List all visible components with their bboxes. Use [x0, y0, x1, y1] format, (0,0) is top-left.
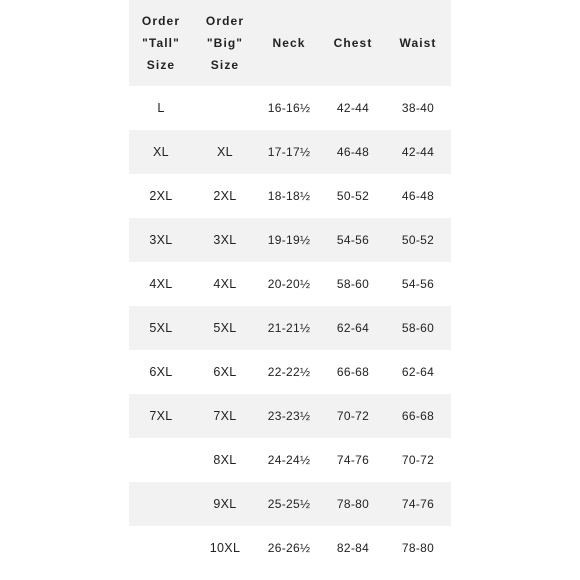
header-chest: Chest: [333, 36, 373, 50]
chest-cell: 54-56: [336, 233, 370, 247]
table-row: [129, 218, 451, 262]
waist-cell: 74-76: [401, 497, 435, 511]
chest-cell: 42-44: [336, 101, 370, 115]
big-size-cell: 3XL: [213, 233, 237, 247]
table-row: [129, 174, 451, 218]
tall-size-cell: [129, 526, 193, 570]
waist-cell: 62-64: [401, 365, 435, 379]
big-size-cell: XL: [217, 145, 233, 159]
chest-cell: 66-68: [336, 365, 370, 379]
chest-cell: 46-48: [336, 145, 370, 159]
tall-size-cell: 3XL: [149, 233, 173, 247]
table-row: [129, 262, 451, 306]
table-row: [129, 526, 451, 570]
chest-cell: 58-60: [336, 277, 370, 291]
tall-size-cell: 7XL: [149, 409, 173, 423]
table-row: [129, 438, 451, 482]
left-margin: [0, 0, 117, 580]
table-row: [129, 130, 451, 174]
neck-cell: 20-20½: [267, 277, 311, 291]
tall-size-cell: 6XL: [149, 365, 173, 379]
chest-cell: 70-72: [336, 409, 370, 423]
big-size-cell: 7XL: [213, 409, 237, 423]
tall-size-cell: 4XL: [149, 277, 173, 291]
waist-cell: 70-72: [401, 453, 435, 467]
big-size-cell: 6XL: [213, 365, 237, 379]
big-size-cell: 2XL: [213, 189, 237, 203]
neck-cell: 21-21½: [267, 321, 311, 335]
waist-cell: 46-48: [401, 189, 435, 203]
waist-cell: 50-52: [401, 233, 435, 247]
header-tall-size: [129, 0, 193, 86]
big-size-cell: 10XL: [209, 541, 241, 555]
header-tall-size-label: Order "Tall" Size: [141, 14, 181, 72]
neck-cell: 22-22½: [267, 365, 311, 379]
size-chart-table: [129, 0, 451, 570]
waist-cell: 78-80: [401, 541, 435, 555]
header-waist: Waist: [399, 36, 437, 50]
big-size-cell: 4XL: [213, 277, 237, 291]
neck-cell: 25-25½: [267, 497, 311, 511]
table-row: [129, 306, 451, 350]
tall-size-cell: L: [157, 101, 165, 115]
neck-cell: 17-17½: [267, 145, 311, 159]
waist-cell: 54-56: [401, 277, 435, 291]
waist-cell: 42-44: [401, 145, 435, 159]
big-size-cell: 8XL: [213, 453, 237, 467]
size-chart-card: [117, 0, 466, 575]
header-big-size-label: Order "Big" Size: [205, 14, 245, 72]
chest-cell: 82-84: [336, 541, 370, 555]
waist-cell: 58-60: [401, 321, 435, 335]
table-row: [129, 350, 451, 394]
tall-size-cell: XL: [153, 145, 169, 159]
waist-cell: 38-40: [401, 101, 435, 115]
neck-cell: 26-26½: [267, 541, 311, 555]
tall-size-cell: 5XL: [149, 321, 173, 335]
big-size-cell: 9XL: [213, 497, 237, 511]
table-row: [129, 482, 451, 526]
chest-cell: 78-80: [336, 497, 370, 511]
header-neck: Neck: [272, 36, 306, 50]
tall-size-cell: [129, 482, 193, 526]
neck-cell: 18-18½: [267, 189, 311, 203]
neck-cell: 16-16½: [267, 101, 311, 115]
tall-size-cell: [129, 438, 193, 482]
neck-cell: 19-19½: [267, 233, 311, 247]
big-size-cell: 5XL: [213, 321, 237, 335]
neck-cell: 24-24½: [267, 453, 311, 467]
tall-size-cell: 2XL: [149, 189, 173, 203]
waist-cell: 66-68: [401, 409, 435, 423]
table-row: [129, 394, 451, 438]
chest-cell: 74-76: [336, 453, 370, 467]
header-big-size: [193, 0, 257, 86]
right-margin: [466, 0, 580, 580]
big-size-cell: [193, 86, 257, 130]
chest-cell: 50-52: [336, 189, 370, 203]
neck-cell: 23-23½: [267, 409, 311, 423]
bottom-margin: [0, 575, 580, 580]
table-row: [129, 86, 451, 130]
size-chart-header-row: [129, 0, 451, 86]
chest-cell: 62-64: [336, 321, 370, 335]
